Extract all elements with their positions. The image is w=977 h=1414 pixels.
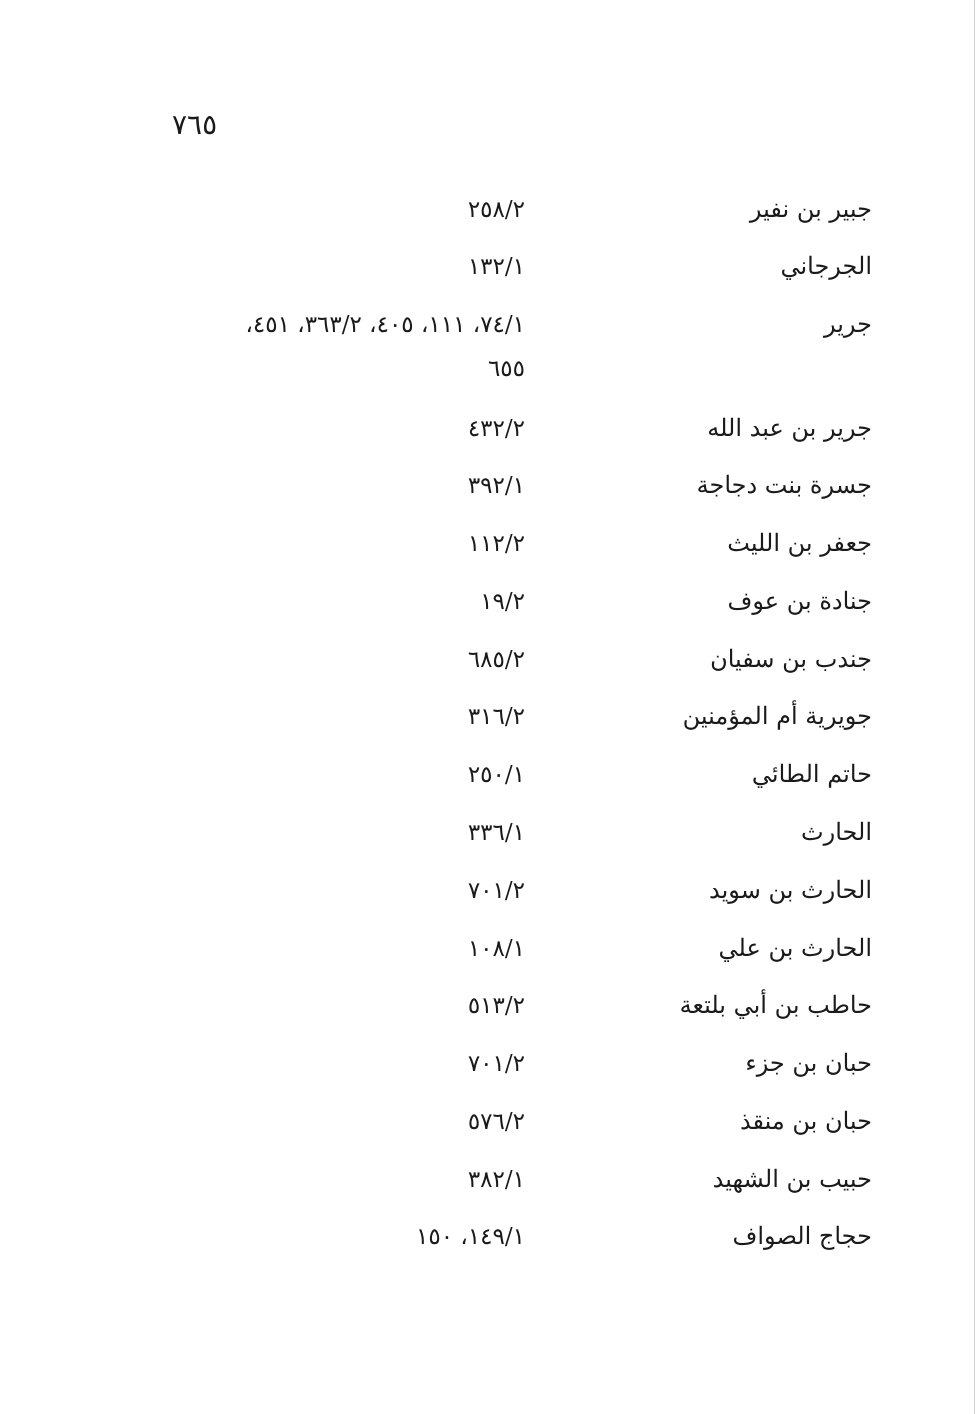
index-entry bbox=[0, 1222, 977, 1272]
index-entry bbox=[0, 587, 977, 637]
index-entry bbox=[0, 471, 977, 521]
index-entry bbox=[0, 252, 977, 302]
entry-name: حبيب بن الشهيد bbox=[712, 1165, 872, 1193]
entry-references: ٣١٦/٢ bbox=[467, 704, 525, 730]
entry-references: ٤٣٢/٢ bbox=[467, 416, 525, 442]
entry-name: جنادة بن عوف bbox=[727, 587, 872, 615]
entry-references: ١٤٩/١، ١٥٠ bbox=[416, 1224, 525, 1250]
entry-references: ٢٥٠/١ bbox=[467, 762, 525, 788]
entry-references: ٢٥٨/٢ bbox=[467, 197, 525, 223]
index-entry bbox=[0, 529, 977, 579]
entry-name: الحارث بن علي bbox=[718, 934, 872, 962]
entry-name: حجاج الصواف bbox=[732, 1222, 872, 1250]
entry-references: ٥١٣/٢ bbox=[467, 993, 525, 1019]
entry-name: الحارث بن سويد bbox=[709, 876, 872, 904]
index-entry bbox=[0, 414, 977, 464]
page-number: ٧٦٥ bbox=[172, 108, 218, 141]
entry-name: جسرة بنت دجاجة bbox=[696, 471, 872, 499]
entry-references: ٦٨٥/٢ bbox=[467, 647, 525, 673]
index-entry bbox=[0, 760, 977, 810]
entry-references: ١٠٨/١ bbox=[467, 936, 525, 962]
index-entry bbox=[0, 1107, 977, 1157]
entry-name: جويرية أم المؤمنين bbox=[682, 702, 872, 730]
index-entry bbox=[0, 645, 977, 695]
entry-references: ١١٢/٢ bbox=[467, 531, 525, 557]
entry-name: جرير بن عبد الله bbox=[707, 414, 872, 442]
entry-name: حاطب بن أبي بلتعة bbox=[679, 991, 872, 1019]
entry-name: حبان بن جزء bbox=[745, 1049, 872, 1077]
index-entry bbox=[0, 991, 977, 1041]
entry-references: ٧٤/١، ١١١، ٤٠٥، ٣٦٣/٢، ٤٥١، bbox=[245, 312, 525, 338]
index-entry bbox=[0, 876, 977, 926]
entry-name: الجرجاني bbox=[780, 252, 872, 280]
entry-name: جبير بن نفير bbox=[749, 195, 872, 223]
entry-references: ٥٧٦/٢ bbox=[467, 1109, 525, 1135]
index-entry bbox=[0, 934, 977, 984]
entry-name: الحارث bbox=[801, 818, 872, 846]
entry-references: ٣٨٢/١ bbox=[467, 1167, 525, 1193]
index-entry bbox=[0, 1165, 977, 1215]
entry-references: ٣٩٢/١ bbox=[467, 473, 525, 499]
entry-references: ٣٣٦/١ bbox=[467, 820, 525, 846]
entry-name: حاتم الطائي bbox=[751, 760, 872, 788]
entry-name: جندب بن سفيان bbox=[710, 645, 872, 673]
entry-name: جعفر بن الليث bbox=[727, 529, 872, 557]
index-entry bbox=[0, 1049, 977, 1099]
entry-name: حبان بن منقذ bbox=[739, 1107, 872, 1135]
entry-references-continued: ٦٥٥ bbox=[487, 356, 525, 382]
entry-references: ١٣٢/١ bbox=[467, 254, 525, 280]
entry-references: ٧٠١/٢ bbox=[467, 878, 525, 904]
entry-references: ١٩/٢ bbox=[480, 589, 525, 615]
entry-name: جرير bbox=[824, 310, 872, 338]
index-entry bbox=[0, 195, 977, 245]
index-entry bbox=[0, 818, 977, 868]
index-entry bbox=[0, 702, 977, 752]
entry-references: ٧٠١/٢ bbox=[467, 1051, 525, 1077]
index-entry bbox=[0, 310, 977, 410]
